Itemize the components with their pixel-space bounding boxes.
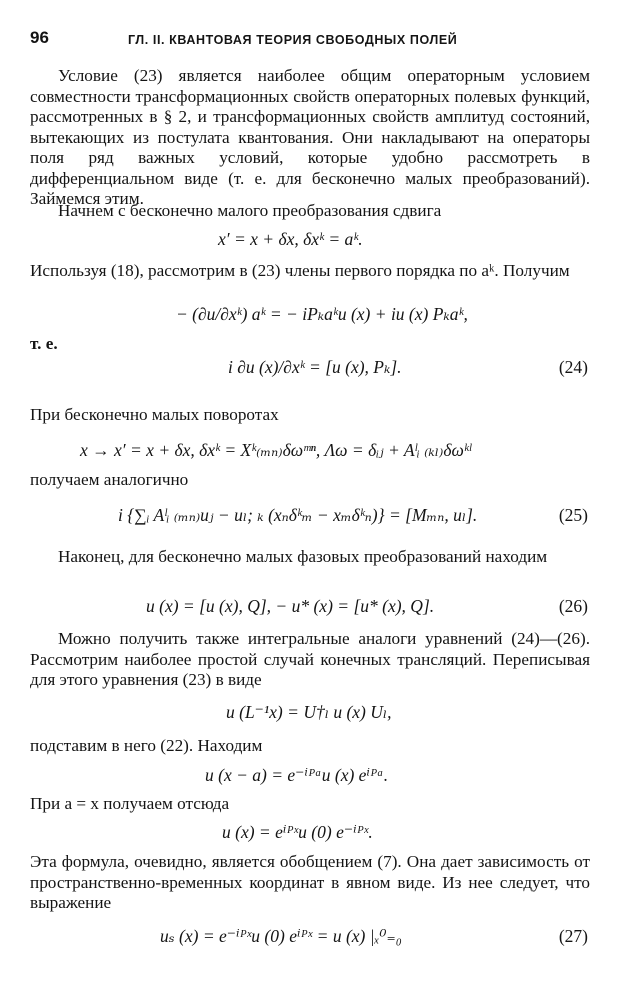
equation-rotation: x → x′ = x + δx, δxᵏ = Xᵏ₍ₘₙ₎δωᵐⁿ, Λω = δᵢⱼ + Aˡᵢ ₍ₖₗ₎δωᵏˡ [80,440,472,460]
paragraph-integral-analogs: Можно получить также интегральные аналоги уравнений (24)—(26). Рассмотрим наиболее простой случай конечных трансляций. Переписывая для этого уравнения (23) в виде [30,629,590,689]
paragraph-shift-intro: Начнем с бесконечно малого преобразования сдвига [58,201,442,220]
equation-number-24: (24) [558,357,588,377]
equation-24: i ∂u (x)/∂xᵏ = [u (x), Pₖ]. [228,357,402,377]
paragraph-phase: Наконец, для бесконечно малых фазовых преобразований находим [58,547,548,566]
paragraph-a-equals-x: При a = x получаем отсюда [30,794,230,813]
label-te: т. е. [30,334,58,353]
page-number: 96 [30,28,49,47]
equation-finite-translation: u (x − a) = e⁻ⁱᴾᵃu (x) eⁱᴾᵃ. [205,765,389,785]
equation-26: u (x) = [u (x), Q], − u* (x) = [u* (x), Q]. [146,596,435,616]
paragraph-rotations: При бесконечно малых поворотах [30,405,279,424]
equation-number-25: (25) [558,505,588,525]
paragraph-substitute: подставим в него (22). Находим [30,736,263,755]
equation-27: uₛ (x) = e⁻ⁱᴾˣu (0) eⁱᴾˣ = u (x) |ₓ⁰₌₀ [160,926,402,946]
running-title: ГЛ. II. КВАНТОВАЯ ТЕОРИЯ СВОБОДНЫХ ПОЛЕЙ [128,33,458,47]
paragraph-condition-23: Условие (23) является наиболее общим операторным условием совместности трансформационных свойств операторных полевых функций, рассмотренных в § 2, и трансформационных свойств амплитуд состояний, вытекающих из постулата квантования. Они накладывают на операторы поля ряд важных условий, которые удобно рассмотреть в дифференциальном виде (т. е. для бесконечно малых преобразований). Займемся этим. [30,66,590,208]
paragraph-generalization: Эта формула, очевидно, является обобщением (7). Она дает зависимость от пространственно-временных координат в явном виде. Из нее следует, что выражение [30,852,590,912]
equation-explicit: u (x) = eⁱᴾˣu (0) e⁻ⁱᴾˣ. [222,822,373,842]
equation-number-26: (26) [558,596,588,616]
equation-translation: u (L⁻¹x) = U†ₗ u (x) Uₗ, [226,702,392,722]
paragraph-analogous: получаем аналогично [30,470,189,489]
equation-first-order: − (∂u/∂xᵏ) aᵏ = − iPₖaᵏu (x) + iu (x) Pₖaᵏ, [176,304,468,324]
equation-shift: x′ = x + δx, δxᵏ = aᵏ. [218,229,363,249]
paragraph-first-order: Используя (18), рассмотрим в (23) члены первого порядка по aᵏ. Получим [30,261,570,280]
equation-25: i {∑ᵢ Aˡᵢ ₍ₘₙ₎uⱼ − uₗ; ₖ (xₙδᵏₘ − xₘδᵏₙ)} = [Mₘₙ, uₗ]. [118,505,478,525]
equation-number-27: (27) [558,926,588,946]
